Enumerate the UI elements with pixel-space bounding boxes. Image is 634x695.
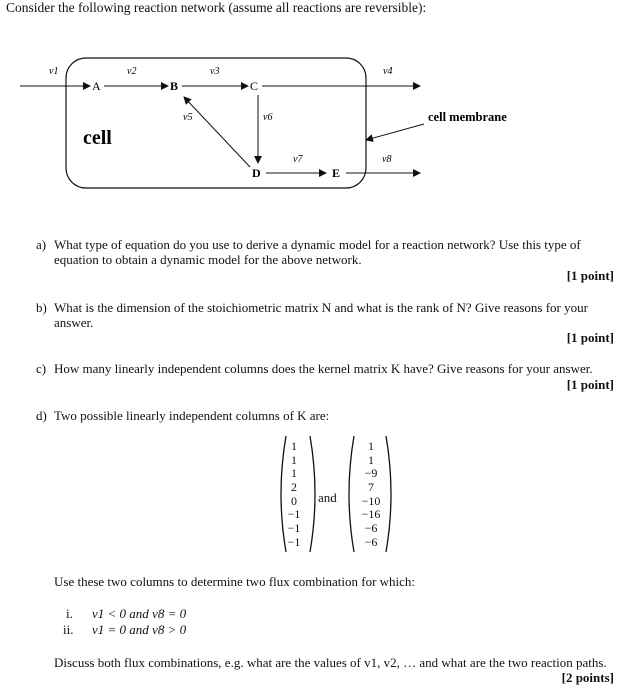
k2-entry: 1 xyxy=(368,452,374,467)
final-points: [2 points] xyxy=(561,670,614,685)
flux-label-v4: v4 xyxy=(383,66,393,77)
flux-label-v3: v3 xyxy=(210,66,220,77)
species-A: A xyxy=(92,79,101,93)
membrane-label: cell membrane xyxy=(428,110,507,124)
question-d-text xyxy=(54,408,624,423)
kernel-and: and xyxy=(318,490,337,505)
species-B: B xyxy=(170,79,179,93)
reaction-network-diagram xyxy=(0,40,634,200)
question-c-text xyxy=(54,361,624,376)
question-c-letter: c) xyxy=(36,361,47,376)
question-b-text xyxy=(54,300,624,330)
question-a-letter: a) xyxy=(36,237,47,252)
flux-label-v6: v6 xyxy=(263,112,273,123)
kernel-column-1 xyxy=(282,440,306,550)
k2-entry: −16 xyxy=(361,507,381,522)
k2-entry: 1 xyxy=(368,439,374,453)
cell-label: cell xyxy=(83,127,112,149)
cell-boundary xyxy=(66,58,366,188)
k1-entry: 1 xyxy=(291,439,297,453)
k1-entry: 2 xyxy=(291,480,297,495)
flux-v5-arrow xyxy=(184,97,250,167)
question-a-line2: equation to obtain a dynamic model for the above network. xyxy=(54,252,362,267)
condition-1-text: v1 < 0 and v8 = 0 xyxy=(92,606,187,621)
question-a-text xyxy=(54,237,624,267)
condition-1-number: i. xyxy=(66,606,73,621)
question-b-line2: answer. xyxy=(54,315,94,330)
k1-entry: 1 xyxy=(291,466,297,481)
condition-2-number: ii. xyxy=(63,622,74,637)
k2-entry: −10 xyxy=(361,493,381,508)
species-C: C xyxy=(250,79,259,93)
flux-label-v1: v1 xyxy=(49,66,59,77)
intro-text: Consider the following reaction network (assume all reactions are reversible): xyxy=(6,0,427,15)
k1-entry: −1 xyxy=(287,507,301,522)
k1-entry: −1 xyxy=(287,534,301,549)
question-c-points: [1 point] xyxy=(566,377,614,392)
k1-entry: −1 xyxy=(287,521,301,536)
question-b-points: [1 point] xyxy=(566,330,614,345)
k2-entry: −6 xyxy=(364,534,378,549)
k2-entry: −9 xyxy=(364,466,378,481)
discuss-text: Discuss both flux combinations, e.g. what are the values of v1, v2, … and what are the two reaction paths. xyxy=(54,655,607,670)
species-D: D xyxy=(252,166,261,180)
flux-label-v7: v7 xyxy=(293,154,303,165)
question-a-line1: What type of equation do you use to derive a dynamic model for a reaction network? Use this type of xyxy=(54,237,581,252)
flux-label-v5: v5 xyxy=(183,112,193,123)
question-c-line1: How many linearly independent columns does the kernel matrix K have? Give reasons for your answer. xyxy=(54,361,593,376)
membrane-pointer-arrow xyxy=(366,124,424,140)
flux-label-v2: v2 xyxy=(127,66,137,77)
question-b-letter: b) xyxy=(36,300,47,315)
question-d-letter: d) xyxy=(36,408,47,423)
k1-entry: 1 xyxy=(291,452,297,467)
question-b-line1: What is the dimension of the stoichiometric matrix N and what is the rank of N? Give reasons for your xyxy=(54,300,588,315)
condition-2-text: v1 = 0 and v8 > 0 xyxy=(92,622,187,637)
question-a-points: [1 point] xyxy=(566,268,614,283)
k2-entry: 7 xyxy=(368,480,374,495)
kernel-column-2 xyxy=(354,440,388,550)
k2-entry: −6 xyxy=(364,521,378,536)
k1-entry: 0 xyxy=(291,493,297,508)
use-columns-text: Use these two columns to determine two flux combination for which: xyxy=(54,574,416,589)
flux-label-v8: v8 xyxy=(382,154,392,165)
species-E: E xyxy=(332,166,341,180)
question-d-line1: Two possible linearly independent columns of K are: xyxy=(54,408,330,423)
